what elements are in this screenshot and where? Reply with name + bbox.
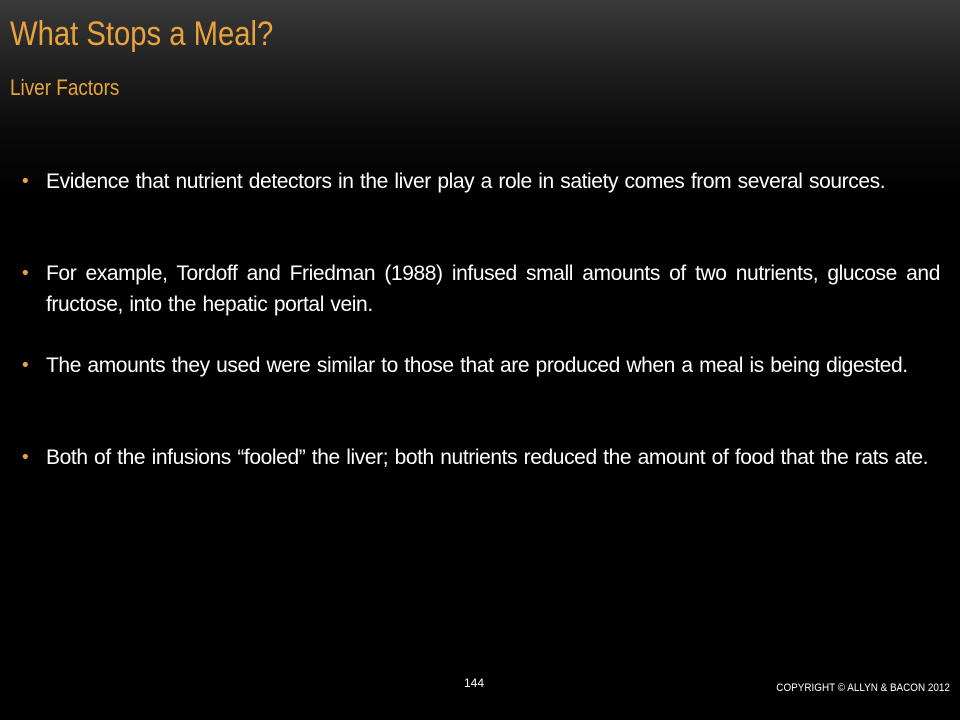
copyright-notice: COPYRIGHT © ALLYN & BACON 2012	[776, 682, 950, 694]
slide-title: What Stops a Meal?	[10, 15, 274, 53]
bullet-text: The amounts they used were similar to those that are produced when a meal is being digested.	[46, 354, 908, 377]
bullet-text: For example, Tordoff and Friedman (1988) infused small amounts of two nutrients, glucose and fructose, into the hepatic portal vein.	[46, 262, 940, 316]
bullet-icon: •	[20, 171, 31, 192]
slide-subtitle: Liver Factors	[10, 75, 120, 100]
bullet-icon: •	[20, 355, 31, 376]
bullet-item	[20, 258, 940, 320]
bullet-text: Both of the infusions “fooled” the liver; both nutrients reduced the amount of food that the rats ate.	[46, 446, 929, 469]
bullet-item	[20, 166, 940, 228]
bullet-icon: •	[20, 447, 31, 468]
bullet-list	[20, 166, 940, 534]
page-number: 144	[464, 676, 485, 690]
bullet-item	[20, 350, 940, 412]
bullet-text: Evidence that nutrient detectors in the liver play a role in satiety comes from several sources.	[46, 170, 886, 193]
bullet-item	[20, 442, 940, 504]
bullet-icon: •	[20, 263, 31, 284]
